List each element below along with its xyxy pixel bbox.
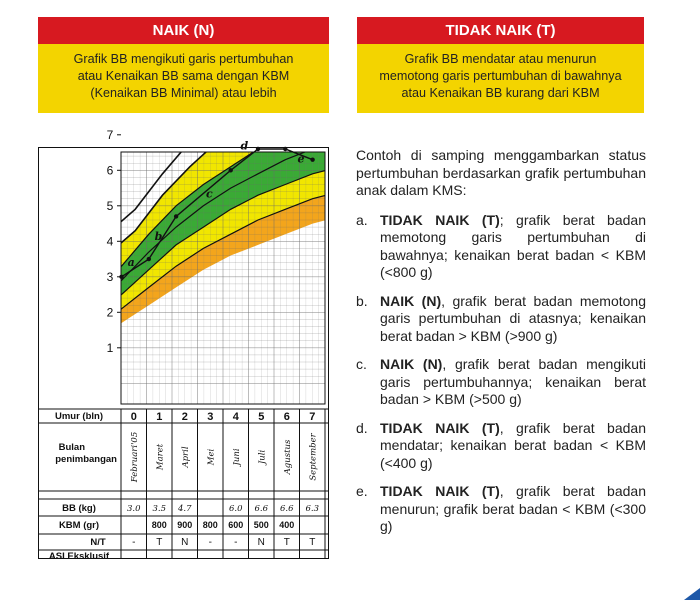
month-label: Juni [231,448,242,466]
umur-label: Umur (bln) [54,411,104,422]
item-detail: , grafik berat badan memotong garis pertumbuhan di atasnya; kenaikan berat badan > KBM (>900 g) [380,292,647,344]
nt-value: N [257,537,265,548]
nt-value: T [309,537,316,548]
tidak-naik-line: Grafik BB mendatar atau menurun [404,52,597,66]
kms-growth-chart [38,127,329,562]
point-label-a: a [127,255,135,269]
bb-value: 6.0 [228,504,243,514]
bb-value: 6.6 [254,504,269,514]
y-tick-label: 3 [106,269,114,284]
item-detail: , grafik berat badan mendatar; kenaikan berat badan < KBM (<400 g) [380,419,646,471]
penimbangan-label: penimbangan [55,454,117,465]
umur-value: 0 [130,411,137,423]
item-status: NAIK (N) [380,356,443,372]
child-weight-point [283,147,287,151]
item-letter: d. [356,419,368,436]
umur-value: 2 [181,411,188,423]
y-tick-label: 2 [106,305,114,320]
umur-value: 7 [309,411,316,423]
item-letter: b. [356,292,368,309]
item-detail: ; grafik berat badan memotong garis pertumbuhan di bawahnya; kenaikan berat badan < KBM (<800 g) [380,211,646,280]
item-detail: , grafik berat badan mengikuti garis pertumbuhannya; kenaikan berat badan > KBM (>500 g) [380,356,646,407]
kms-chart-svg [38,127,329,562]
y-tick-label: 4 [106,234,114,249]
month-label: Maret [155,443,166,471]
umur-value: 1 [156,411,163,423]
item-detail: , grafik berat badan menurun; grafik berat badan < KBM (<300 g) [380,483,646,534]
bb-value: 3.0 [126,504,141,514]
item-letter: c. [356,356,367,372]
naik-line: atau Kenaikan BB sama dengan KBM [77,69,290,83]
item-text [380,420,646,473]
explanation-panel [356,147,646,547]
nt-value: T [156,537,163,548]
tidak-naik-description [357,44,644,113]
month-label: Agustus [282,439,293,475]
item-text [380,212,646,282]
child-weight-point [310,157,314,161]
month-label: April [180,446,191,468]
page-corner-decoration [684,588,700,600]
kbm-value: 400 [279,520,295,530]
month-label: Mei [206,448,217,466]
bb-value: 6.6 [279,504,294,514]
child-weight-point [119,275,123,279]
kbm-value: 500 [253,520,269,530]
naik-title: NAIK (N) [38,17,329,44]
child-weight-point [256,147,260,151]
y-tick-label: 6 [106,163,114,178]
naik-line: Grafik BB mengikuti garis pertumbuhan [73,52,294,66]
item-status: TIDAK NAIK (T) [380,483,500,499]
nt-value: N [181,537,189,548]
nt-value: - [132,537,136,548]
nt-value: - [208,537,212,548]
y-tick-label: 5 [106,198,114,213]
child-weight-point [229,168,233,172]
kbm-value: 900 [177,520,193,530]
bb-value: 6.3 [305,504,320,514]
y-tick-label: 7 [106,127,114,142]
nt-value: T [283,537,290,548]
tidak-naik-title: TIDAK NAIK (T) [357,17,644,44]
month-label: Februari'05 [129,431,140,483]
kbm-value: 800 [151,520,167,530]
tidak-naik-line: memotong garis pertumbuhan di bawahnya [379,69,622,83]
kbm-value: 800 [202,520,218,530]
item-text [380,483,646,536]
bb-value: 4.7 [177,504,192,514]
y-tick-label: 1 [106,340,114,355]
tidak-naik-line: atau Kenaikan BB kurang dari KBM [401,86,600,100]
point-label-e: e [297,152,305,166]
item-text [380,356,646,409]
point-label-d: d [240,139,249,153]
intro-text: Contoh di samping menggambarkan status pertumbuhan berdasarkan grafik pertumbuhan anak dalam KMS: [356,147,646,198]
umur-value: 4 [232,411,239,423]
explanation-item-a [356,212,646,282]
umur-value: 3 [207,411,214,423]
bulan-label: Bulan [58,442,85,453]
item-letter: a. [356,211,368,228]
kbm-label: KBM (gr) [58,520,100,531]
naik-definition-box [38,17,329,113]
naik-line: (Kenaikan BB Minimal) atau lebih [90,86,277,100]
point-label-c: c [206,187,213,201]
point-label-b: b [154,229,163,243]
child-weight-point [147,257,151,261]
asi-label: ASI Eksklusif [48,551,110,562]
tidak-naik-definition-box [357,17,644,113]
child-weight-point [174,214,178,218]
explanation-item-b [356,293,646,346]
item-text [380,293,646,346]
month-label: September [308,433,319,481]
umur-value: 5 [258,411,265,423]
umur-value: 6 [283,411,290,423]
bb-value: 3.5 [152,504,167,514]
naik-description [38,44,329,113]
item-status: NAIK (N) [380,292,442,309]
bb-label: BB (kg) [62,503,96,514]
item-letter: e. [356,483,368,499]
item-status: TIDAK NAIK (T) [380,419,500,436]
item-status: TIDAK NAIK (T) [380,211,500,228]
nt-label: N/T [90,537,106,548]
explanation-item-c [356,356,646,409]
explanation-item-e [356,483,646,536]
explanation-item-d [356,420,646,473]
month-label: Juli [257,449,268,465]
kbm-value: 600 [228,520,244,530]
nt-value: - [234,537,238,548]
